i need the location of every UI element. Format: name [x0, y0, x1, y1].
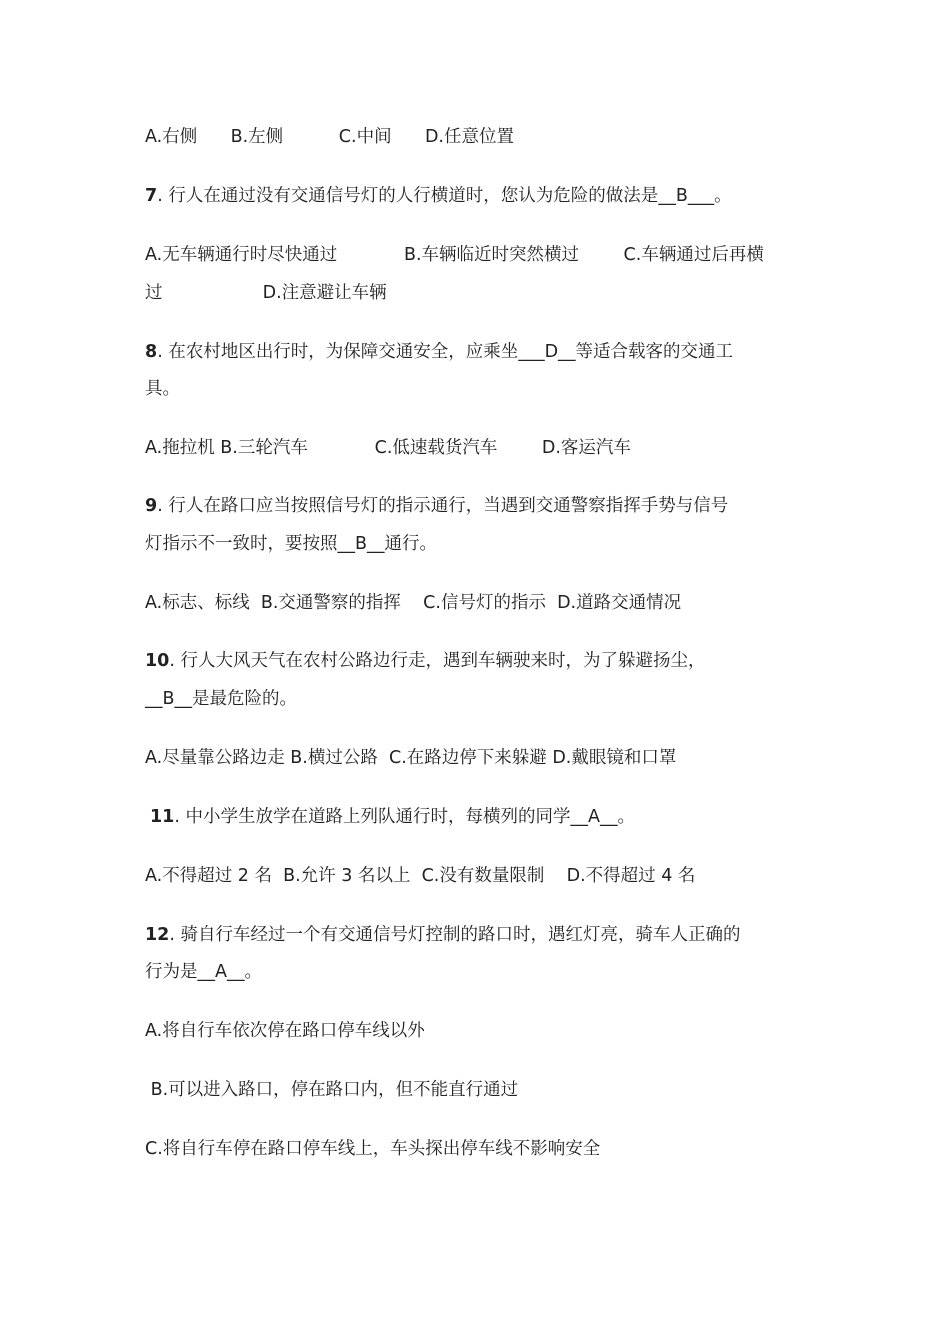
- q7-options-line1: A.无车辆通行时尽快通过 B.车辆临近时突然横过 C.车辆通过后再横: [145, 245, 764, 265]
- q10-number: 10: [145, 651, 170, 671]
- q11-number: 11: [150, 807, 175, 827]
- q11-answer: __A__: [570, 807, 618, 827]
- q12-text-end: 。: [244, 962, 262, 982]
- q9-answer: __B__: [337, 534, 385, 554]
- q10-options: A.尽量靠公路边走 B.横过公路 C.在路边停下来躲避 D.戴眼镜和口罩: [145, 748, 677, 768]
- q9-text-line2: 灯指示不一致时，要按照: [145, 534, 338, 554]
- q11-stem: [150, 805, 635, 829]
- q12-text-line2: 行为是: [145, 962, 198, 982]
- q8-answer: ___D__: [518, 342, 576, 362]
- q12-stem: [145, 923, 740, 947]
- q8-options: A.拖拉机 B.三轮汽车 C.低速载货汽车 D.客运汽车: [145, 438, 631, 458]
- q12-option-c: C.将自行车停在路口停车线上，车头探出停车线不影响安全: [145, 1139, 601, 1159]
- q12-stem-line2: [145, 960, 262, 984]
- q8-number: 8: [145, 342, 158, 362]
- q9-text-end: 通行。: [384, 534, 438, 554]
- q8-text: . 在农村地区出行时，为保障交通安全，应乘坐: [157, 342, 519, 362]
- q9-options: A.标志、标线 B.交通警察的指挥 C.信号灯的指示 D.道路交通情况: [145, 593, 682, 613]
- q10-stem: [145, 649, 705, 673]
- q6-options: A.右侧 B.左侧 C.中间 D.任意位置: [145, 127, 514, 147]
- q11-text-end: 。: [617, 807, 635, 827]
- q9-number: 9: [145, 496, 158, 516]
- q8-stem-line2: 具。: [145, 379, 180, 399]
- q10-stem-line2: [145, 687, 297, 711]
- q8-stem: [145, 340, 733, 364]
- q7-text-end: 。: [714, 186, 732, 206]
- q10-answer: __B__: [145, 689, 193, 709]
- q12-option-a: A.将自行车依次停在路口停车线以外: [145, 1021, 425, 1041]
- q10-text-end: 是最危险的。: [192, 689, 298, 709]
- q12-text: . 骑自行车经过一个有交通信号灯控制的路口时，遇红灯亮，骑车人正确的: [169, 925, 741, 945]
- q10-text: . 行人大风天气在农村公路边行走，遇到车辆驶来时，为了躲避扬尘，: [169, 651, 706, 671]
- q12-option-b: B.可以进入路口，停在路口内，但不能直行通过: [145, 1080, 519, 1100]
- q12-number: 12: [145, 925, 170, 945]
- q8-text-end: 等适合载客的交通工: [575, 342, 734, 362]
- q9-text: . 行人在路口应当按照信号灯的指示通行，当遇到交通警察指挥手势与信号: [157, 496, 729, 516]
- q9-stem-line2: [145, 532, 437, 556]
- q7-options-line2: 过 D.注意避让车辆: [145, 283, 387, 303]
- q7-number: 7: [145, 186, 158, 206]
- q7-stem: [145, 184, 732, 208]
- q7-answer: __B___: [658, 186, 715, 206]
- q11-text: . 中小学生放学在道路上列队通行时，每横列的同学: [174, 807, 571, 827]
- q11-options: A.不得超过 2 名 B.允许 3 名以上 C.没有数量限制 D.不得超过 4 名: [145, 866, 696, 886]
- q9-stem: [145, 494, 728, 518]
- q12-answer: __A__: [197, 962, 245, 982]
- q7-text: . 行人在通过没有交通信号灯的人行横道时，您认为危险的做法是: [157, 186, 659, 206]
